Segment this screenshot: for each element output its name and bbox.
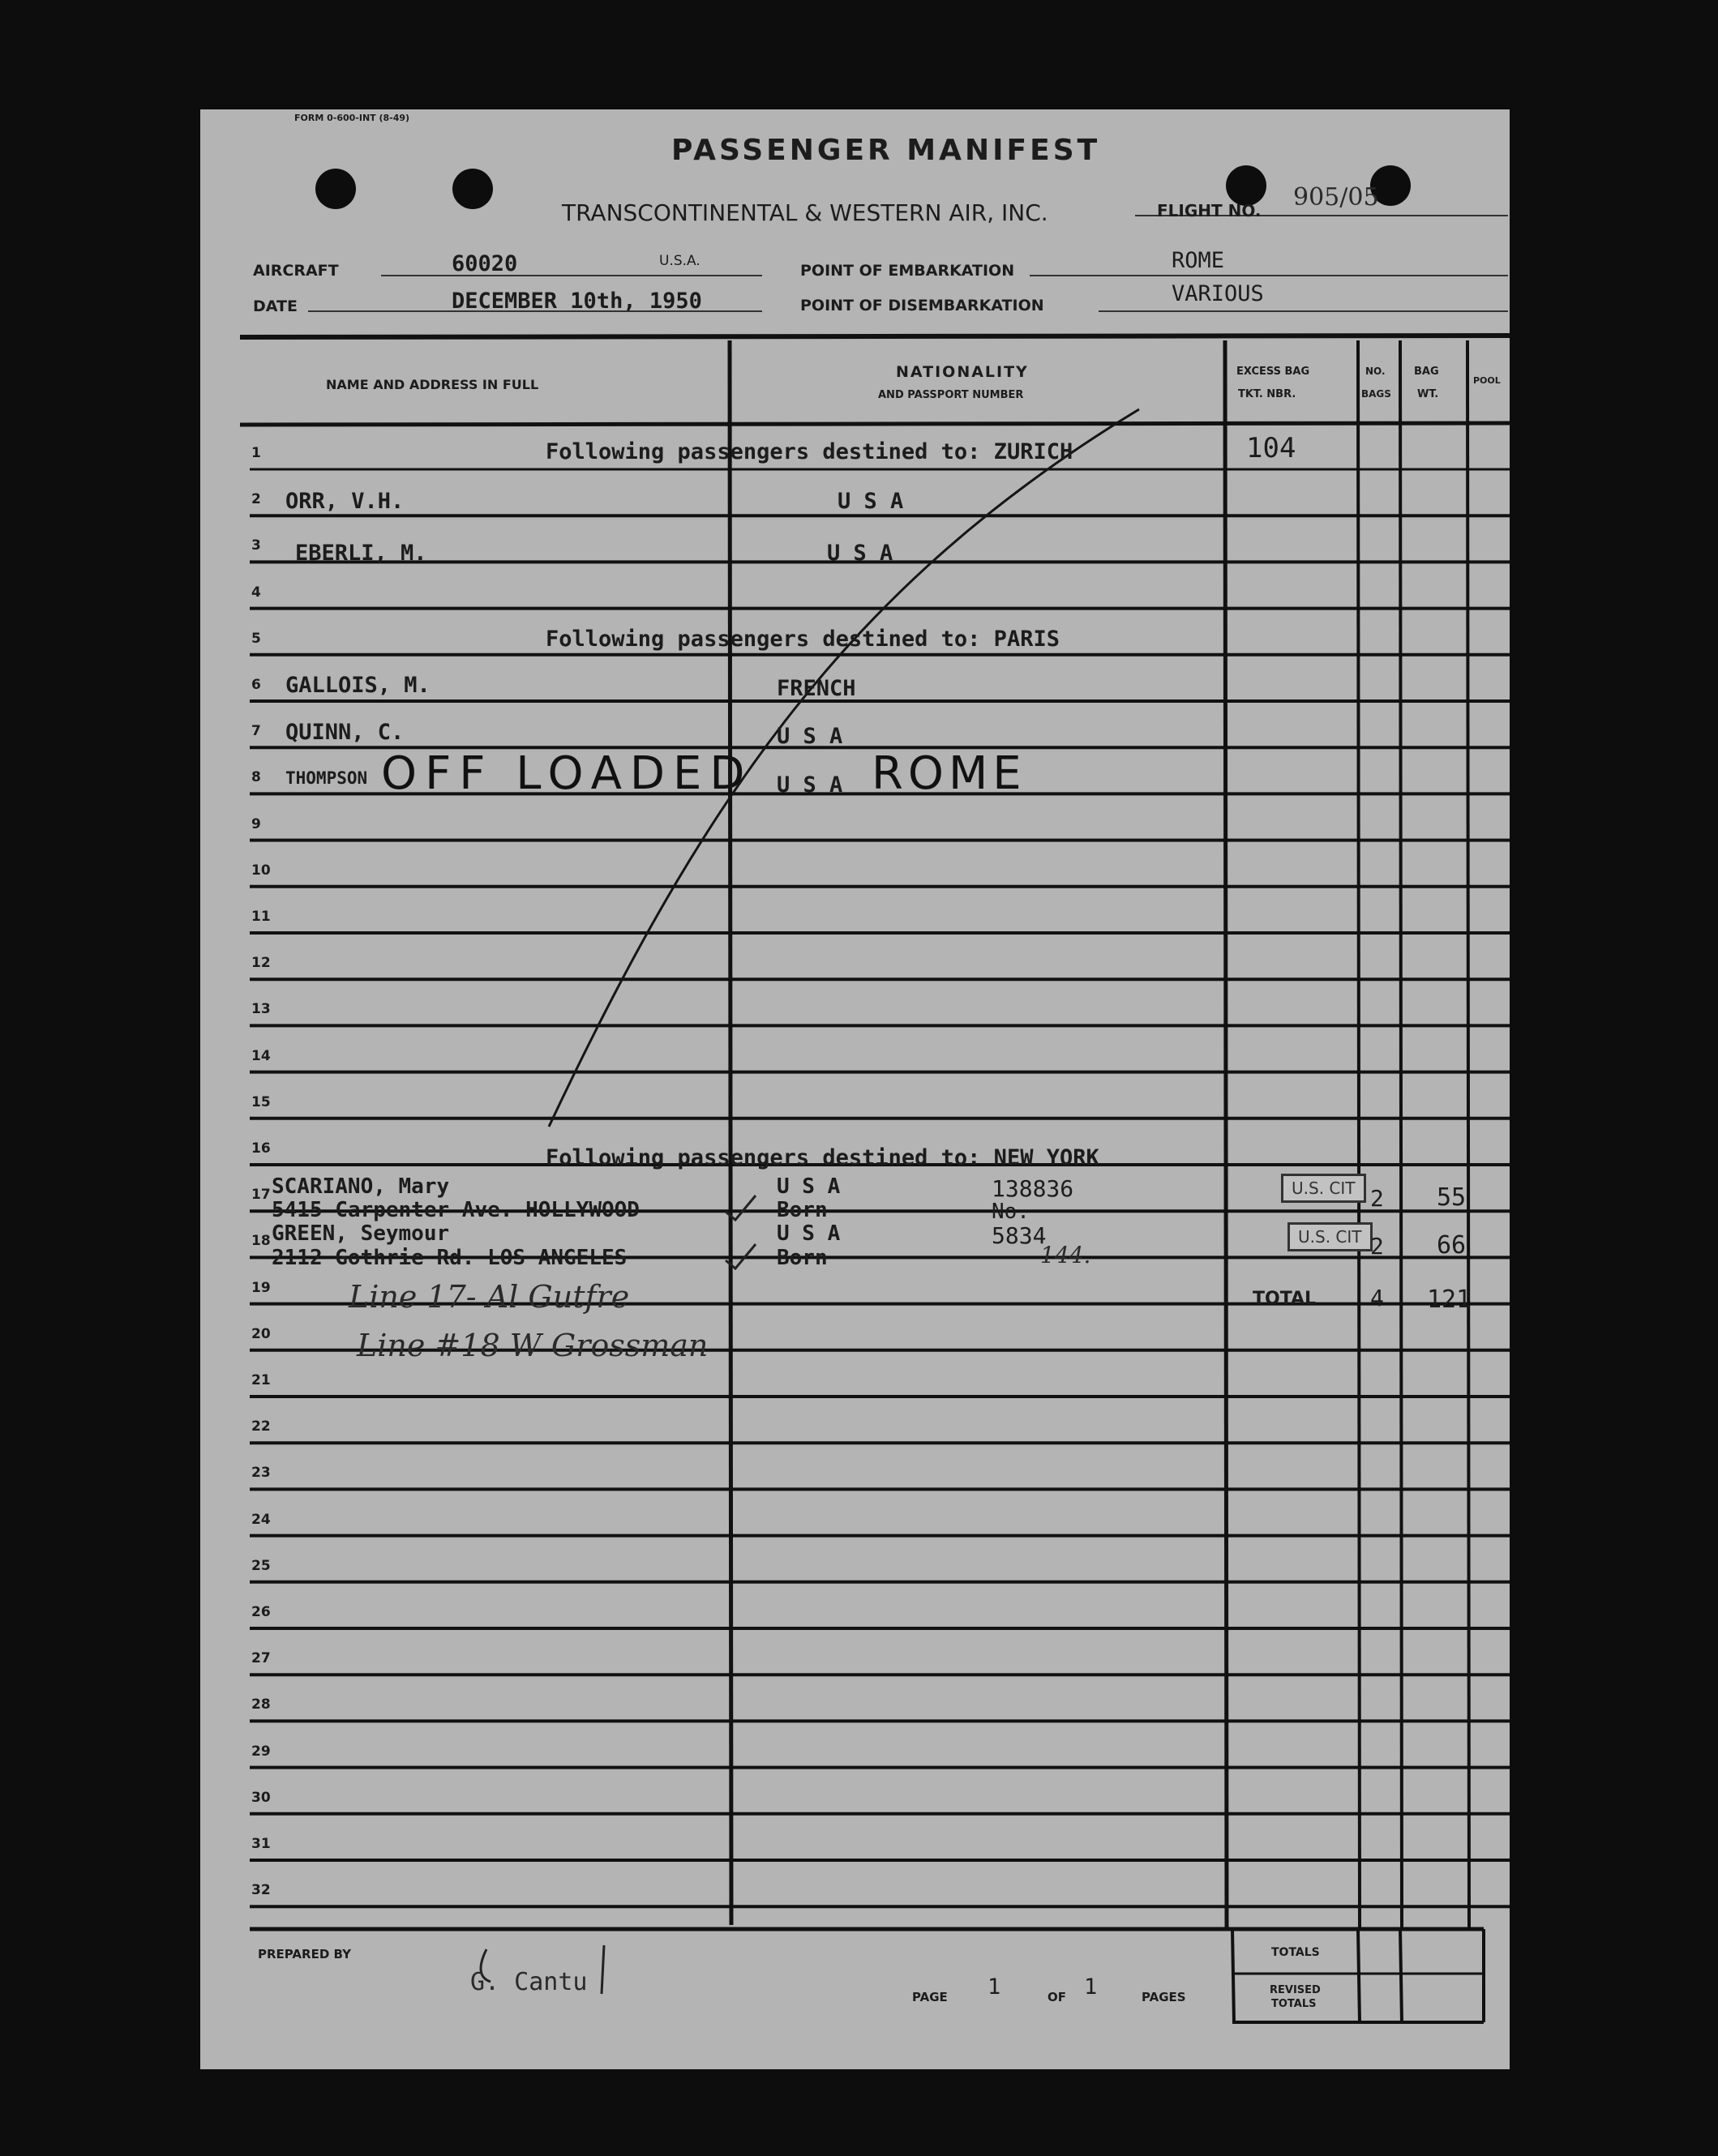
- row-number: 24: [251, 1511, 271, 1528]
- passenger-name: THOMPSON: [285, 768, 368, 788]
- passenger-nationality: U S A: [777, 1221, 841, 1246]
- bag-weight: 55: [1437, 1183, 1467, 1212]
- page-number: 1: [988, 1974, 1001, 2000]
- row-number: 23: [251, 1465, 271, 1482]
- row-number: 7: [251, 723, 261, 740]
- passport-number: 138836: [992, 1175, 1074, 1202]
- citizenship-stamp: U.S. CIT: [1281, 1174, 1366, 1203]
- offloaded-location-annotation: ROME: [872, 747, 1026, 800]
- punch-hole: [1226, 165, 1266, 206]
- row-number: 31: [251, 1836, 271, 1852]
- row-number: 18: [251, 1233, 271, 1250]
- row-number: 2: [251, 491, 261, 508]
- passport-number: 5834: [992, 1222, 1047, 1249]
- column-header-bag: BAG: [1414, 366, 1439, 378]
- aircraft-label: AIRCRAFT: [253, 262, 339, 280]
- row-number: 3: [251, 537, 261, 554]
- disembarkation-value: VARIOUS: [1172, 281, 1264, 306]
- row-number: 28: [251, 1696, 271, 1713]
- column-header-bag-weight: WT.: [1417, 388, 1439, 400]
- column-header-pool: POOL: [1473, 375, 1501, 386]
- prepared-by-label: PREPARED BY: [258, 1947, 351, 1961]
- passport-no-label: No.: [992, 1200, 1030, 1224]
- passenger-born: Born: [777, 1246, 828, 1270]
- handwritten-note-line-19: Line 17- Al Gutfre: [349, 1279, 630, 1315]
- column-header-name: NAME AND ADDRESS IN FULL: [326, 377, 539, 392]
- total-bags: 4: [1370, 1285, 1384, 1311]
- passenger-nationality: U S A: [838, 489, 904, 514]
- passenger-nationality: U S A: [827, 541, 893, 566]
- passenger-nationality: U S A: [777, 1174, 841, 1199]
- passenger-name: EBERLI, M.: [295, 541, 427, 566]
- row-number: 19: [251, 1279, 271, 1296]
- total-weight: 121: [1427, 1285, 1472, 1314]
- handwritten-note-line-20: Line #18 W Grossman: [357, 1328, 709, 1363]
- column-header-no-bags: NO.: [1365, 366, 1386, 377]
- passenger-name: QUINN, C.: [285, 720, 405, 745]
- page-count: 1: [1084, 1974, 1098, 2000]
- row-number: 12: [251, 955, 271, 972]
- of-label: OF: [1048, 1990, 1066, 2004]
- row-number: 29: [251, 1743, 271, 1760]
- revised-label: REVISED: [1270, 1984, 1321, 1996]
- disembarkation-label: POINT OF DISEMBARKATION: [800, 297, 1044, 314]
- row-number: 30: [251, 1789, 271, 1806]
- passenger-name: SCARIANO, Mary: [272, 1174, 450, 1199]
- destination-heading-paris: Following passengers destined to: PARIS: [546, 627, 1060, 652]
- row-number: 26: [251, 1604, 271, 1620]
- totals-label: TOTALS: [1271, 1946, 1320, 1959]
- row-number: 25: [251, 1557, 271, 1574]
- passenger-name: ORR, V.H.: [285, 489, 405, 514]
- page-label: PAGE: [912, 1990, 948, 2004]
- total-label: TOTAL: [1253, 1289, 1317, 1309]
- row-number: 13: [251, 1001, 271, 1018]
- row-number: 20: [251, 1325, 271, 1342]
- column-header-ticket-number: TKT. NBR.: [1238, 388, 1296, 400]
- date-label: DATE: [253, 297, 298, 315]
- row-number: 9: [251, 815, 261, 832]
- row-number: 5: [251, 630, 261, 647]
- page-title: PASSENGER MANIFEST: [671, 134, 1101, 167]
- passenger-address: 2112 Gothrie Rd. LOS ANGELES: [272, 1246, 628, 1270]
- citizenship-stamp: U.S. CIT: [1287, 1222, 1373, 1251]
- pages-label: PAGES: [1142, 1990, 1186, 2004]
- row-number: 8: [251, 769, 261, 786]
- destination-heading-zurich: Following passengers destined to: ZURICH: [546, 439, 1073, 464]
- bag-weight: 66: [1437, 1231, 1467, 1260]
- bag-count: 2: [1370, 1233, 1384, 1260]
- flight-no-value: 905/05: [1293, 183, 1379, 212]
- passenger-born: Born: [777, 1198, 828, 1222]
- form-number: FORM 0-600-INT (8-49): [294, 113, 410, 123]
- passenger-name: GREEN, Seymour: [272, 1221, 450, 1246]
- aircraft-value: 60020: [452, 251, 518, 276]
- embarkation-label: POINT OF EMBARKATION: [800, 262, 1015, 280]
- row-number: 22: [251, 1418, 271, 1435]
- passenger-name: GALLOIS, M.: [285, 673, 431, 698]
- row-number: 21: [251, 1372, 271, 1388]
- passport-note: 144.: [1040, 1242, 1091, 1268]
- column-header-nationality: NATIONALITY: [896, 363, 1029, 381]
- offloaded-annotation: OFF LOADED: [381, 747, 753, 800]
- row-number: 32: [251, 1882, 271, 1899]
- prepared-by-signature: G. Cantu: [470, 1968, 588, 1996]
- column-header-passport: AND PASSPORT NUMBER: [878, 389, 1024, 401]
- column-header-excess-bag: EXCESS BAG: [1236, 366, 1310, 378]
- date-value: DECEMBER 10th, 1950: [452, 289, 702, 314]
- row-number: 1: [251, 445, 261, 461]
- revised-totals-label: TOTALS: [1271, 1998, 1317, 2010]
- row-number: 11: [251, 909, 271, 925]
- carrier-name: TRANSCONTINENTAL & WESTERN AIR, INC.: [562, 199, 1048, 226]
- destination-heading-new-york: Following passengers destined to: NEW YORK: [546, 1145, 1099, 1170]
- passenger-nationality: FRENCH: [777, 676, 856, 701]
- row-number: 17: [251, 1187, 271, 1204]
- excess-ticket-number: 104: [1246, 432, 1296, 464]
- punch-hole: [315, 169, 356, 209]
- row-number: 10: [251, 862, 271, 879]
- passenger-nationality: U S A: [777, 724, 843, 749]
- passenger-nationality: U S A: [777, 772, 843, 798]
- column-header-bags: BAGS: [1361, 388, 1391, 400]
- flight-no-label: FLIGHT NO.: [1157, 201, 1262, 220]
- row-number: 6: [251, 677, 261, 693]
- row-number: 16: [251, 1140, 271, 1157]
- aircraft-country: U.S.A.: [659, 253, 700, 269]
- row-number: 15: [251, 1093, 271, 1110]
- passenger-address: 5415 Carpenter Ave. HOLLYWOOD: [272, 1198, 640, 1222]
- row-number: 4: [251, 584, 261, 601]
- embarkation-value: ROME: [1172, 248, 1225, 273]
- row-number: 27: [251, 1650, 271, 1667]
- punch-hole: [452, 169, 493, 209]
- row-number: 14: [251, 1047, 271, 1064]
- bag-count: 2: [1370, 1185, 1384, 1212]
